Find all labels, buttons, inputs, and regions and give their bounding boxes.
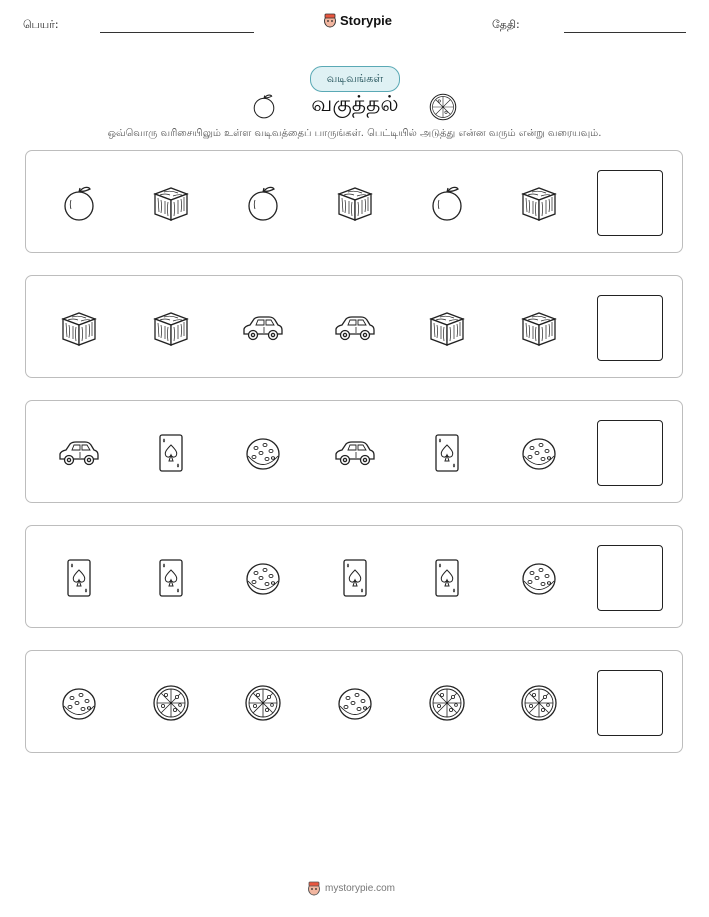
cookie-icon xyxy=(335,683,375,723)
category-badge: வடிவங்கள் xyxy=(310,66,400,92)
pizza-icon xyxy=(519,683,559,723)
playing-card-icon xyxy=(335,558,375,598)
worksheet-header xyxy=(0,0,709,40)
title-row xyxy=(250,92,460,122)
cookie-icon xyxy=(519,433,559,473)
pizza-icon xyxy=(428,92,458,122)
playing-card-icon xyxy=(151,558,191,598)
name-line[interactable] xyxy=(100,32,254,33)
wood-block-icon xyxy=(59,308,99,348)
playing-card-icon xyxy=(427,558,467,598)
wood-block-icon xyxy=(519,308,559,348)
orange-icon xyxy=(250,92,278,120)
footer-url[interactable]: mystorypie.com xyxy=(325,882,396,894)
pattern-row xyxy=(25,150,683,253)
pizza-icon xyxy=(151,683,191,723)
orange-icon xyxy=(243,183,283,223)
page-title: வகுத்தல் xyxy=(311,92,399,117)
pizza-icon xyxy=(427,683,467,723)
pattern-row xyxy=(25,400,683,503)
pizza-icon xyxy=(243,683,283,723)
footer xyxy=(307,880,395,896)
answer-box[interactable] xyxy=(597,545,663,611)
brand-logo xyxy=(323,12,392,28)
wood-block-icon xyxy=(151,183,191,223)
answer-box[interactable] xyxy=(597,295,663,361)
wood-block-icon xyxy=(519,183,559,223)
storypie-mascot-icon xyxy=(307,880,321,896)
car-icon xyxy=(333,308,373,348)
cookie-icon xyxy=(243,433,283,473)
date-label: தேதி: xyxy=(492,18,520,31)
cookie-icon xyxy=(519,558,559,598)
pattern-row xyxy=(25,525,683,628)
cookie-icon xyxy=(59,683,99,723)
brand-name: Storypie xyxy=(340,12,393,28)
car-icon xyxy=(333,433,373,473)
wood-block-icon xyxy=(335,183,375,223)
car-icon xyxy=(241,308,281,348)
car-icon xyxy=(57,433,97,473)
date-line[interactable] xyxy=(564,32,686,33)
playing-card-icon xyxy=(59,558,99,598)
name-label: பெயர்: xyxy=(23,18,59,31)
wood-block-icon xyxy=(151,308,191,348)
cookie-icon xyxy=(243,558,283,598)
playing-card-icon xyxy=(427,433,467,473)
wood-block-icon xyxy=(427,308,467,348)
storypie-mascot-icon xyxy=(323,12,337,28)
playing-card-icon xyxy=(151,433,191,473)
pattern-row xyxy=(25,650,683,753)
answer-box[interactable] xyxy=(597,170,663,236)
answer-box[interactable] xyxy=(597,420,663,486)
answer-box[interactable] xyxy=(597,670,663,736)
orange-icon xyxy=(427,183,467,223)
instructions-text: ஒவ்வொரு வரிசையிலும் உள்ள வடிவத்தைப் பாருங்கள். பெட்டியில் அடுத்து என்ன வரும் என்று வரையவும். xyxy=(107,128,602,139)
orange-icon xyxy=(59,183,99,223)
pattern-row xyxy=(25,275,683,378)
